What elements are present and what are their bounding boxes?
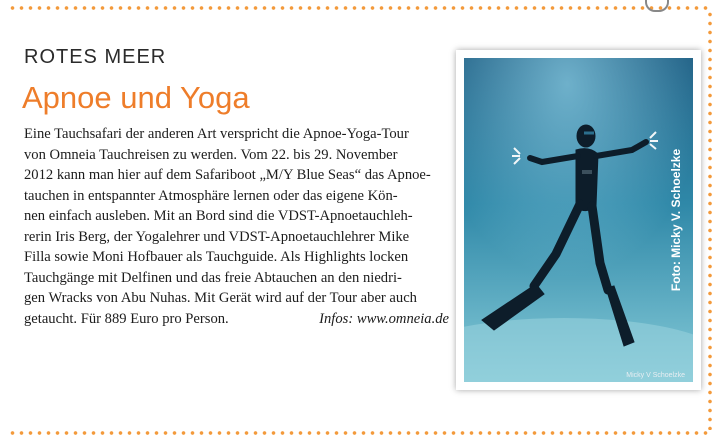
- body-line: Filla sowie Moni Hofbauer als Tauchguide. Als Highlights locken: [24, 249, 409, 265]
- body-line: von Omneia Tauchreisen zu werden. Vom 22. bis 29. November: [24, 146, 398, 163]
- top-dotted-border: [8, 6, 708, 10]
- article-body: [24, 124, 449, 329]
- right-dotted-border: [708, 10, 712, 430]
- bottom-dotted-border: [8, 431, 708, 435]
- body-line: gen Wracks von Abu Nuhas. Mit Gerät wird auf der Tour aber auch: [24, 290, 417, 306]
- body-line: Eine Tauchsafari der anderen Art verspricht die Apnoe-Yoga-Tour: [24, 126, 409, 142]
- photo-credit-text: Foto: Micky V. Schoelzke: [669, 148, 684, 292]
- body-line: 2012 kann man hier auf dem Safariboot „M/Y Blue Seas“ das Apnoe-: [24, 167, 431, 183]
- price-text: getaucht. Für 889 Euro pro Person.: [24, 310, 229, 327]
- photographer-signature: Micky V Schoelzke: [626, 372, 685, 379]
- body-last-line: [24, 309, 449, 330]
- photo-frame: [456, 50, 701, 390]
- photo-credit: [665, 58, 687, 382]
- body-line: rerin Iris Berg, der Yogalehrer und VDST-Apnoetauchlehrer Mike: [24, 228, 410, 245]
- body-line: Tauchgänge mit Delfinen und das freie Abtauchen an den niedri-: [24, 269, 402, 286]
- body-line: tauchen in entspannter Atmosphäre lernen oder das eigene Kön-: [24, 187, 398, 204]
- underwater-scene: [464, 58, 693, 382]
- page-curl-icon: [645, 0, 669, 12]
- info-link[interactable]: Infos: www.omneia.de: [319, 310, 449, 327]
- article-headline: Apnoe und Yoga: [22, 80, 250, 115]
- article-kicker: ROTES MEER: [24, 46, 167, 68]
- body-line: nen einfach ausleben. Mit an Bord sind die VDST-Apnoetauchleh-: [24, 208, 413, 224]
- freediver-photo: [464, 58, 693, 382]
